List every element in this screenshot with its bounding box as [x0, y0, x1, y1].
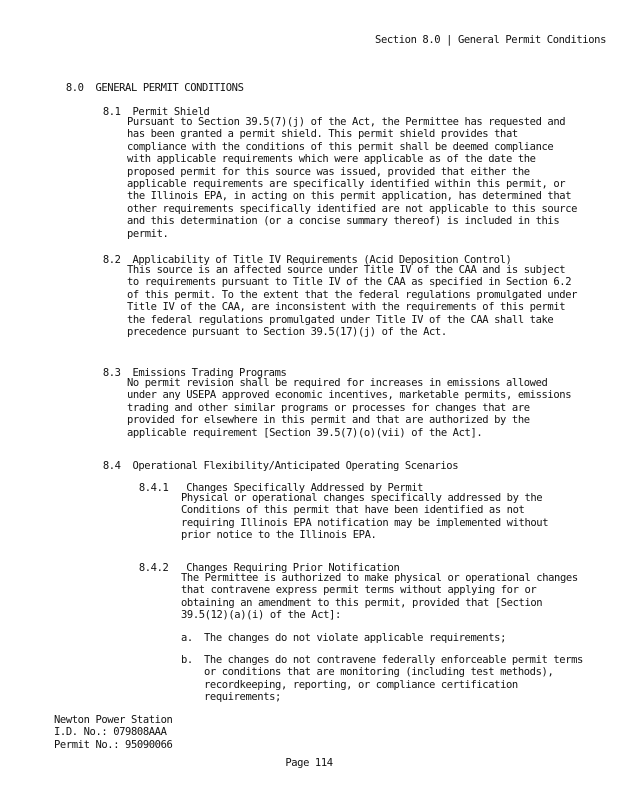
subsection-title: Applicability of Title IV Requirements (Acid Deposition Control) [132, 254, 512, 267]
subsubsection-title: Changes Specifically Addressed by Permit [186, 482, 424, 495]
subsubsection-body: Physical or operational changes specifically addressed by the Conditions of this permit that have been identified as not requiring Illinois EPA notification may be implemented without prior notice to the Illinois EPA. [181, 492, 549, 542]
list-item-marker: b. [181, 654, 193, 666]
subsection-number: 8.3 [102, 367, 121, 380]
subsubsection-title: Changes Requiring Prior Notification [186, 562, 400, 575]
subsubsection-number: 8.4.1 [138, 482, 169, 495]
subsubsection-number: 8.4.2 [138, 562, 169, 575]
subsection-title: Emissions Trading Programs [132, 367, 287, 380]
subsection-title: Permit Shield [132, 106, 210, 119]
subsection-number: 8.1 [102, 106, 121, 119]
running-header: Section 8.0 | General Permit Conditions [375, 34, 606, 46]
subsection-number: 8.4 [102, 460, 121, 473]
subsection-body: Pursuant to Section 39.5(7)(j) of the Act, the Permittee has requested and has been granted a permit shield. This permit shield provides that compliance with the conditions of this permit shall be deemed compliance with applicable requirements which were applicable as of the date the proposed permit for this source was issued, provided that either the applicable requirements are specifically identified within this permit, or the Illinois EPA, in acting on this permit application, has determined that other requirements specifically identified are not applicable to this source and this determination (or a concise summary thereof) is included in this permit. [127, 116, 578, 240]
section-heading [54, 70, 244, 95]
list-item-marker: a. [181, 632, 193, 644]
list-item: The changes do not contravene federally enforceable permit terms or conditions that are monitoring (including test methods), recordkeeping, reporting, or compliance certification requirements; [204, 654, 583, 704]
subsection-title: Operational Flexibility/Anticipated Operating Scenarios [132, 460, 459, 473]
subsection-number: 8.2 [102, 254, 121, 267]
facility-name: Newton Power Station [54, 714, 173, 726]
section-number: 8.0 [65, 82, 84, 95]
footer-identification [54, 714, 254, 751]
facility-id: I.D. No.: 079808AAA [54, 726, 167, 739]
subsection-body: No permit revision shall be required for increases in emissions allowed under any USEPA approved economic incentives, marketable permits, emissions trading and other similar programs or processes for changes that are provided for elsewhere in this permit and that are authorized by the applicable requirement [Section 39.5(7)(o)(vii) of the Act]. [127, 377, 572, 439]
permit-number: Permit No.: 95090066 [54, 738, 173, 751]
page-number: Page 114 [285, 757, 333, 769]
subsubsection-body: The Permittee is authorized to make physical or operational changes that contravene express permit terms without applying for or obtaining an amendment to this permit, provided that [Section 39.5(12)(a)(i) of the Act]: [181, 572, 578, 622]
subsection-body: This source is an affected source under Title IV of the CAA and is subject to requirements pursuant to Title IV of the CAA as specified in Section 6.2 of this permit. To the extent that the federal regulations promulgated under Title IV of the CAA, are inconsistent with the requirements of this permit the federal regulations promulgated under Title IV of the CAA shall take precedence pursuant to Section 39.5(17)(j) of the Act. [127, 264, 578, 339]
section-title: GENERAL PERMIT CONDITIONS [95, 82, 244, 95]
list-item: The changes do not violate applicable requirements; [204, 632, 506, 644]
